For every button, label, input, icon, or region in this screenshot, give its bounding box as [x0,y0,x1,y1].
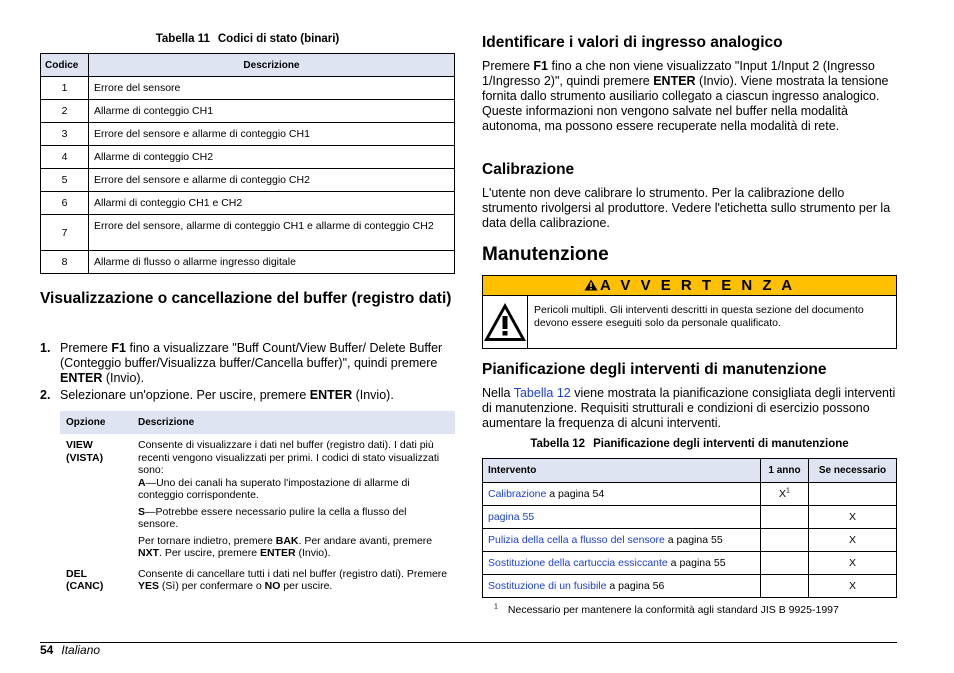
option-row-view: VIEW (VISTA) Consente di visualizzare i dati nel buffer (registro dati). I dati più recenti vengono visualizzati per primi. I codici di stato visualizzati sono: A—Uno dei canali ha superato l'impostazione di allarme di conteggio corrispondente. S—Potrebbe essere necessario pulire la cella a flusso del sensore. Per tornare indietro, premere BAK. Per andare avanti, premere NXT. Per uscire, premere ENTER (Invio). [66,439,440,559]
column-header-as-needed: Se necessario [809,459,897,483]
table-row: 5 Errore del sensore e allarme di conteggio CH2 [41,169,455,192]
maintenance-title: Manutenzione [482,244,609,265]
footer-divider [40,642,897,643]
fuse-replacement-link[interactable]: Sostituzione di un fusibile [488,580,607,592]
table-row: 4 Allarme di conteggio CH2 [41,146,455,169]
warning-label: A V V E R T E N Z A [599,277,796,294]
calibration-heading: Calibrazione [482,161,575,178]
column-header-year: 1 anno [761,459,809,483]
analog-paragraph: Premere F1 fino a che non viene visualizzato "Input 1/Input 2 (Ingresso 1/Ingresso 2)", quindi premere ENTER (Invio). Viene mostrata la tensione fornita dallo strumento ausiliario collegato a ciascun ingresso analogico. Queste informazioni non vengono salvate nel buffer nella modalità autonoma, ma possono essere recuperate nella modalità di rete. [482,59,889,133]
warning-text: Pericoli multipli. Gli interventi descritti in questa sezione del documento devono essere eseguiti solo da personale qualificato. [534,304,864,329]
column-header-description: Descrizione [89,54,455,77]
desiccant-replacement-link[interactable]: Sostituzione della cartuccia essiccante [488,557,668,569]
table-row: Sostituzione della cartuccia essiccante a pagina 55 X [483,552,897,575]
options-table [60,411,455,593]
analog-heading: Identificare i valori di ingresso analogico [482,34,783,51]
column-header-code: Codice [41,54,89,77]
table-row: Calibrazione a pagina 54 $X^1$ [483,483,897,506]
page-number: 54 [40,643,54,657]
table-row: Sostituzione di un fusibile a pagina 56 X [483,575,897,598]
flow-cell-cleaning-link[interactable]: Pulizia della cella a flusso del sensore [488,534,665,546]
buffer-heading: Visualizzazione o cancellazione del buffer (registro dati) [40,290,452,307]
table-row: 7 Errore del sensore, allarme di conteggio CH1 e allarme di conteggio CH2 [41,215,455,251]
warning-box [482,275,897,349]
table12-link[interactable]: Tabella 12 [513,386,571,400]
column-header-description: Descrizione [132,411,455,434]
calibration-paragraph: L'utente non deve calibrare lo strumento. Per la calibrazione dello strumento rivolgersi al produttore. Vedere l'etichetta sullo strumento per la data della calibrazione. [482,186,891,230]
schedule-heading: Pianificazione degli interventi di manutenzione [482,361,827,378]
table12-caption: Tabella 12 Pianificazione degli interventi di manutenzione [530,438,849,450]
buffer-steps [40,341,455,403]
warning-triangle-icon [584,279,598,291]
page-55-link[interactable]: pagina 55 [488,511,535,523]
table-row: 6 Allarmi di conteggio CH1 e CH2 [41,192,455,215]
column-header-task: Intervento [483,459,761,483]
table12-footnote: $^1$ Necessario per mantenere la conformità agli standard JIS B 9925-1997 [494,603,839,616]
table-row: 1 Errore del sensore [41,77,455,100]
warning-header [483,276,896,296]
footer-language: Italiano [61,643,101,657]
hazard-icon [483,302,527,342]
schedule-paragraph: Nella Tabella 12 viene mostrata la pianificazione consigliata degli interventi di manutenzione. Requisiti strutturali e condizioni di esercizio possono aumentare la frequenza di alcuni interventi. [482,386,896,430]
step-2: 2. Selezionare un'opzione. Per uscire, premere ENTER (Invio). [40,388,394,402]
table11-caption: Tabella 11 Codici di stato (binari) [155,33,340,45]
table-row: 3 Errore del sensore e allarme di conteggio CH1 [41,123,455,146]
table-row: 8 Allarme di flusso o allarme ingresso digitale [41,251,455,274]
step-1: 1. Premere F1 fino a visualizzare "Buff Count/View Buffer/ Delete Buffer (Conteggio buffer/Visualizza buffer/Cancella buffer)", quindi premere ENTER (Invio). [40,341,443,385]
table-row: pagina 55 X [483,506,897,529]
option-row-del: DEL (CANC) Consente di cancellare tutti i dati nel buffer (registro dati). Premere YES (Sì) per confermare o NO per uscire. [66,567,448,592]
table-row: Pulizia della cella a flusso del sensore a pagina 55 X [483,529,897,552]
calibration-link[interactable]: Calibrazione [488,488,547,500]
column-header-option: Opzione [60,411,132,434]
maintenance-schedule-table [482,458,897,598]
table-row: 2 Allarme di conteggio CH1 [41,100,455,123]
page-footer [40,643,100,657]
status-codes-table [40,53,455,274]
